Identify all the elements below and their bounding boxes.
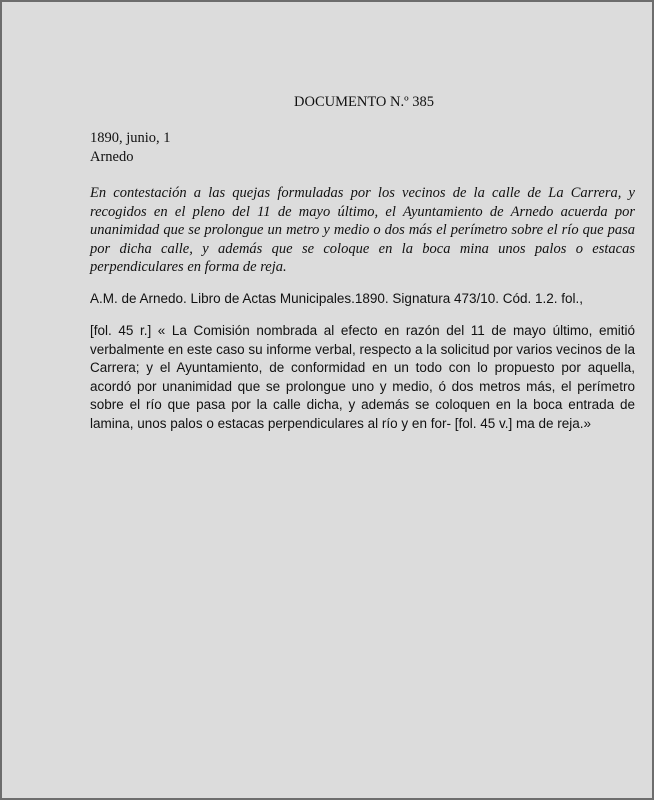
document-summary: En contestación a las quejas formuladas por los vecinos de la calle de La Carrera, y recogidos en el pleno del 11 de mayo último, el Ayuntamiento de Arnedo acuerda por unanimidad que se prolongue un metro y medio o dos más el perímetro sobre el río que pasa por dicha calle, y además que se coloque en la boca mina unos palos o estacas perpendiculares en forma de reja.	[90, 185, 635, 275]
document-place: Arnedo	[90, 149, 134, 165]
document-title: DOCUMENTO N.º 385	[294, 94, 434, 110]
document-source: A.M. de Arnedo. Libro de Actas Municipales.1890. Signatura 473/10. Cód. 1.2. fol.,	[90, 291, 584, 306]
document-date: 1890, junio, 1	[90, 130, 171, 146]
document-body: [fol. 45 r.] « La Comisión nombrada al efecto en razón del 11 de mayo último, emitió verbalmente en este caso su informe verbal, respecto a la solicitud por varios vecinos de la Carrera; y el Ayuntamiento, de conformidad en un todo con lo propuesto por aquella, acordó por unanimidad que se prolongue uno y medio, ó dos metros más, el perímetro sobre el río que pasa por la calle dicha, y además se coloquen en la boca entrada de lamina, unos palos o estacas perpendiculares al río y en for- [fol. 45 v.] ma de reja.»	[90, 323, 635, 431]
document-meta	[90, 129, 171, 167]
